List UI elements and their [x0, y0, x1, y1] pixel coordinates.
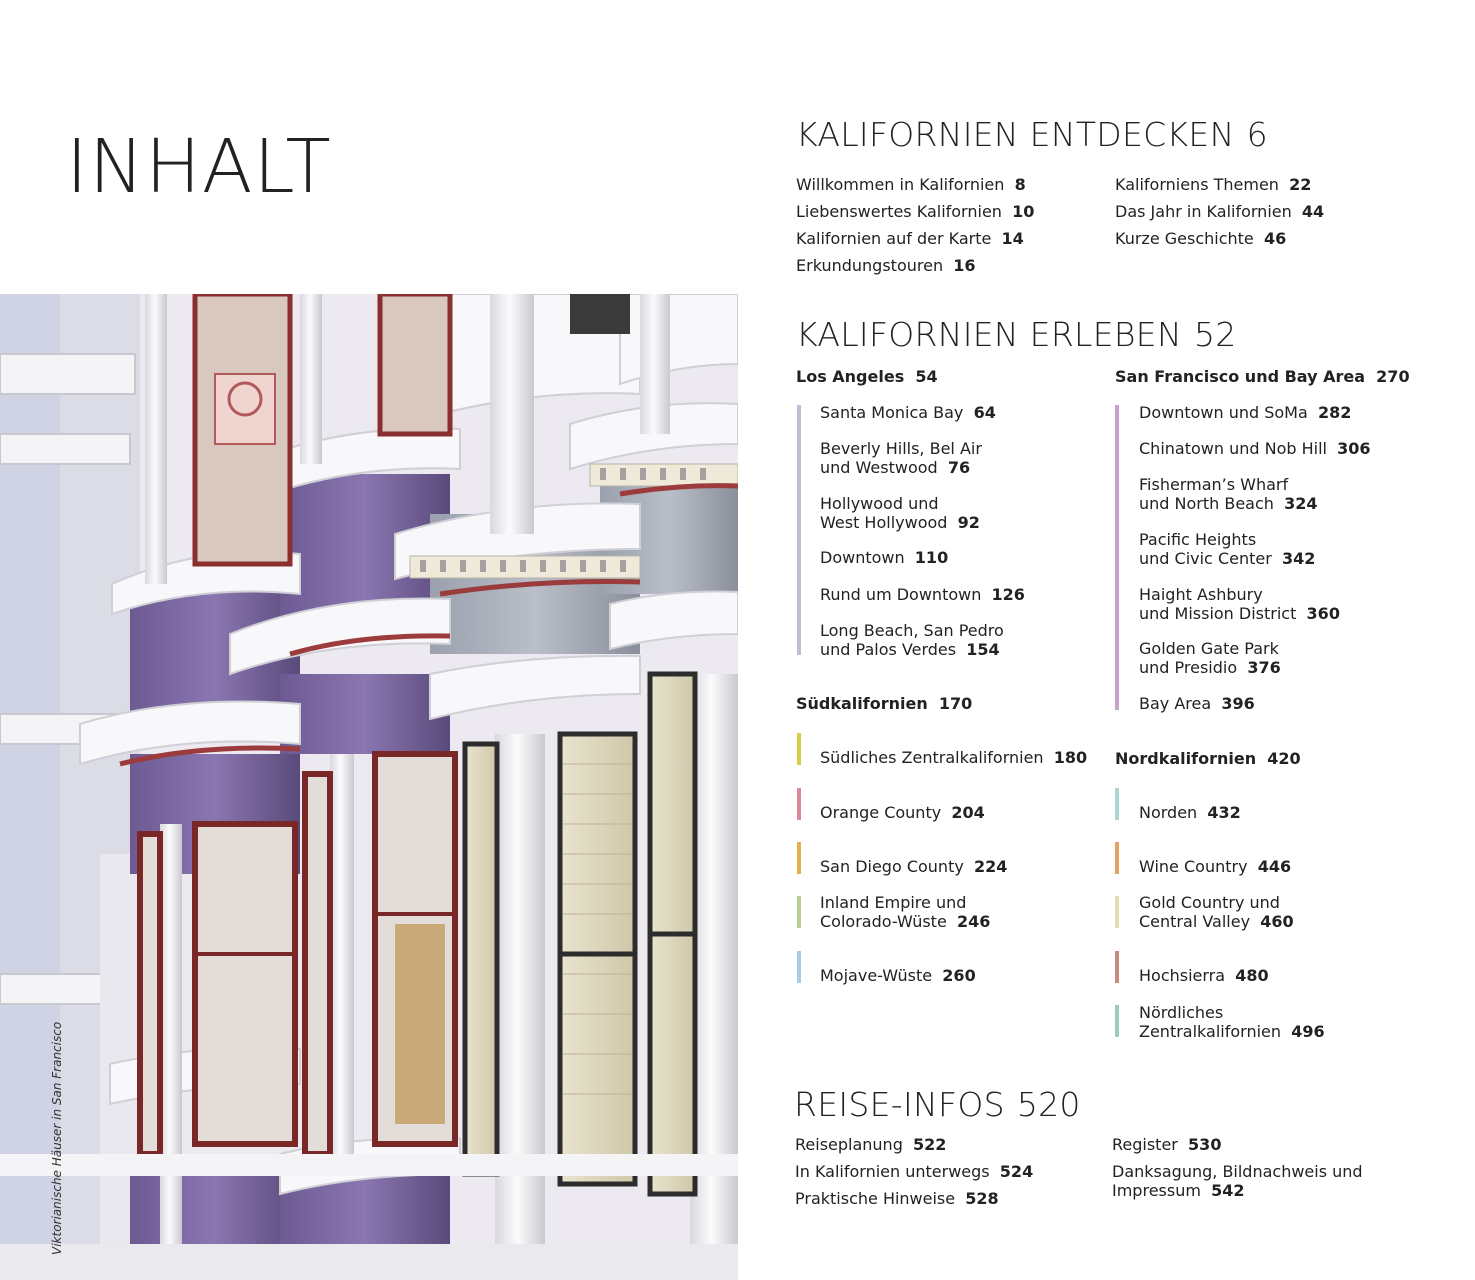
toc-link[interactable]: Kaliforniens Themen 22	[1115, 175, 1312, 194]
toc-link[interactable]: Inland Empire und Colorado-Wüste 246	[820, 893, 991, 931]
photo-caption: Viktorianische Häuser in San Francisco	[50, 1021, 64, 1255]
toc-link[interactable]: Fisherman’s Wharf und North Beach 324	[1139, 475, 1318, 513]
region-color-bar	[797, 951, 801, 983]
toc-link[interactable]: Willkommen in Kalifornien 8	[796, 175, 1026, 194]
toc-link[interactable]: Long Beach, San Pedro und Palos Verdes 154	[820, 621, 1004, 659]
toc-link[interactable]: Norden 432	[1139, 803, 1241, 822]
region-color-bar	[1115, 842, 1119, 874]
region-color-bar	[797, 405, 801, 655]
toc-link[interactable]: Beverly Hills, Bel Air und Westwood 76	[820, 439, 982, 477]
toc-link[interactable]: Gold Country und Central Valley 460	[1139, 893, 1294, 931]
region-color-bar	[797, 733, 801, 765]
region-title-san-francisco[interactable]: San Francisco und Bay Area 270	[1115, 367, 1410, 386]
section-title: REISE-INFOS	[794, 1085, 1005, 1124]
toc-link[interactable]: Liebenswertes Kalifornien 10	[796, 202, 1035, 221]
section-page: 520	[1016, 1085, 1081, 1124]
region-color-bar	[1115, 896, 1119, 928]
toc-link[interactable]: Mojave-Wüste 260	[820, 966, 976, 985]
toc-link[interactable]: Haight Ashbury und Mission District 360	[1139, 585, 1340, 623]
region-color-bar	[797, 788, 801, 820]
toc-link[interactable]: Chinatown und Nob Hill 306	[1139, 439, 1371, 458]
toc-link[interactable]: Orange County 204	[820, 803, 985, 822]
toc-link[interactable]: Das Jahr in Kalifornien 44	[1115, 202, 1325, 221]
toc-link[interactable]: Hochsierra 480	[1139, 966, 1269, 985]
section-heading-erleben	[796, 315, 1237, 354]
region-color-bar	[797, 842, 801, 874]
toc-link[interactable]: San Diego County 224	[820, 857, 1008, 876]
toc-link[interactable]: Nördliches Zentralkalifornien 496	[1139, 1003, 1325, 1041]
toc-link[interactable]: Kalifornien auf der Karte 14	[796, 229, 1024, 248]
toc-link[interactable]: Praktische Hinweise 528	[795, 1189, 999, 1208]
toc-link[interactable]: Santa Monica Bay 64	[820, 403, 996, 422]
victorian-houses-photo	[0, 294, 738, 1280]
region-color-bar	[797, 896, 801, 928]
toc-link[interactable]: Hollywood und West Hollywood 92	[820, 494, 980, 532]
region-title-los-angeles[interactable]: Los Angeles 54	[796, 367, 938, 386]
toc-link[interactable]: Reiseplanung 522	[795, 1135, 947, 1154]
region-title-suedkalifornien[interactable]: Südkalifornien 170	[796, 694, 973, 713]
region-color-bar	[1115, 951, 1119, 983]
toc-link[interactable]: Pacific Heights und Civic Center 342	[1139, 530, 1316, 568]
section-heading-reise-infos	[794, 1085, 1081, 1124]
page-title: INHALT	[66, 124, 332, 210]
toc-link[interactable]: In Kalifornien unterwegs 524	[795, 1162, 1034, 1181]
region-color-bar	[1115, 788, 1119, 820]
region-color-bar	[1115, 1005, 1119, 1037]
region-color-bar	[1115, 405, 1119, 710]
toc-link[interactable]: Südliches Zentralkalifornien 180	[820, 748, 1088, 767]
section-title: KALIFORNIEN ENTDECKEN	[796, 115, 1235, 154]
toc-link[interactable]: Register 530	[1112, 1135, 1222, 1154]
toc-link[interactable]: Bay Area 396	[1139, 694, 1255, 713]
toc-link[interactable]: Golden Gate Park und Presidio 376	[1139, 639, 1281, 677]
region-title-nordkalifornien[interactable]: Nordkalifornien 420	[1115, 749, 1301, 768]
toc-link[interactable]: Rund um Downtown 126	[820, 585, 1025, 604]
toc-link[interactable]: Danksagung, Bildnachweis und Impressum 542	[1112, 1162, 1363, 1200]
toc-link[interactable]: Wine Country 446	[1139, 857, 1292, 876]
section-title: KALIFORNIEN ERLEBEN	[796, 315, 1182, 354]
toc-link[interactable]: Erkundungstouren 16	[796, 256, 976, 275]
section-page: 52	[1193, 315, 1237, 354]
toc-link[interactable]: Kurze Geschichte 46	[1115, 229, 1287, 248]
section-heading-entdecken	[796, 115, 1268, 154]
toc-link[interactable]: Downtown 110	[820, 548, 949, 567]
toc-link[interactable]: Downtown und SoMa 282	[1139, 403, 1352, 422]
section-page: 6	[1246, 115, 1268, 154]
